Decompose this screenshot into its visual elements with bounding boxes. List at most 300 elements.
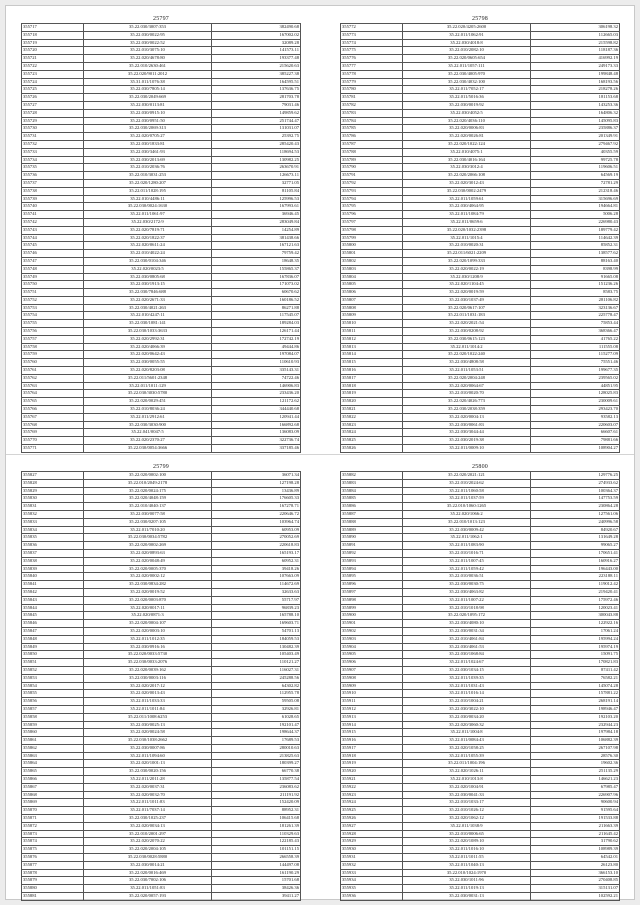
row-id-cell: 355901 [341,620,403,628]
cadastral-number-cell: 35.22.011/1004:8 [403,729,530,737]
row-id-cell: 355843 [22,596,84,604]
table-row [22,721,301,729]
cadastral-number-cell: 35.22.030/0916:16 [84,643,211,651]
value-cell: 381438.66 [211,234,300,242]
cadastral-number-cell: 35.22.020/0048:49 [84,557,211,565]
cadastral-number-cell: 35.22.030/0007:86 [84,744,211,752]
table-row [22,234,301,242]
cadastral-number-cell: 35.22.020/3012:43 [403,179,530,187]
table-row [341,312,620,320]
value-cell: 111555.08 [530,343,619,351]
table-row [341,359,620,367]
cadastral-number-cell: 35.22.010/4040:137 [84,503,211,511]
row-id-cell: 355935 [341,885,403,893]
row-id-cell: 355783 [341,109,403,117]
data-table [21,23,301,453]
cadastral-number-cell: 35.22.020/0002:100 [84,472,211,480]
cadastral-number-cell: 35.22.011/1062:91 [403,31,530,39]
value-cell: 223188.11 [530,573,619,581]
value-cell: 189284.03 [211,320,300,328]
row-id-cell: 355815 [341,359,403,367]
table-row [341,510,620,518]
row-id-cell: 355837 [22,549,84,557]
value-cell: 61028.65 [211,713,300,721]
value-cell: 385227.38 [211,70,300,78]
value-cell: 201349.91 [530,133,619,141]
cadastral-number-cell: 35.22.010/1013:123 [403,518,530,526]
row-id-cell: 355917 [341,744,403,752]
cadastral-number-cell: 35.22.030/0615:123 [403,335,530,343]
value-cell: 115277.09 [530,351,619,359]
value-cell: 218278.26 [530,86,619,94]
cadastral-number-cell: 35.22.030/2038:359 [403,406,530,414]
cadastral-number-cell: 35.22.030/7805:14 [84,86,211,94]
row-id-cell: 355865 [22,768,84,776]
value-cell: 266558.39 [211,854,300,862]
table-row [341,573,620,581]
table-row [341,596,620,604]
table-row [22,487,301,495]
value-cell: 176605.33 [211,495,300,503]
cadastral-number-cell: 35.22.011/7052:17 [403,86,530,94]
value-cell: 108989.39 [530,846,619,854]
row-id-cell: 355894 [341,565,403,573]
row-id-cell: 355885 [341,495,403,503]
table-row [341,495,620,503]
cadastral-number-cell: 35.22.020/1089:10 [403,838,530,846]
row-id-cell: 355745 [22,242,84,250]
value-cell: 127198.28 [211,479,300,487]
table-row [22,78,301,86]
row-id-cell: 355870 [22,807,84,815]
value-cell: 136083.09 [211,429,300,437]
table-row [341,39,620,47]
value-cell: 118694.53 [211,148,300,156]
cadastral-number-cell: 35.22.030/4052:5 [403,109,530,117]
row-id-cell: 355850 [22,651,84,659]
table-row [341,783,620,791]
cadastral-number-cell: 35.22.030/0207:105 [84,518,211,526]
table-row [22,472,301,480]
table-row [22,604,301,612]
value-cell: 67985.47 [530,783,619,791]
cadastral-number-cell: 35.22.030/1011:96 [403,877,530,885]
table-row [22,783,301,791]
table-row [22,666,301,674]
cadastral-number-cell: 35.22.020/0023:5 [84,265,211,273]
table-row [22,807,301,815]
table-row [341,351,620,359]
cadastral-number-cell: 35.22.020/0611:24 [84,242,211,250]
table-row [22,877,301,885]
row-id-cell: 355757 [22,335,84,343]
value-cell: 230009.61 [530,398,619,406]
table-row [22,830,301,838]
row-id-cell: 355851 [22,659,84,667]
cadastral-number-cell: 35.22.010/1026:12 [403,807,530,815]
row-id-cell: 355725 [22,86,84,94]
value-cell: 240996.58 [530,518,619,526]
table-row [341,885,620,893]
table-row [341,752,620,760]
value-cell: 285420.43 [211,140,300,148]
value-cell: 145095.83 [530,117,619,125]
cadastral-number-cell: 35.22.020/0026:81 [403,133,530,141]
cadastral-number-cell: 35.22.011/1016:14 [403,690,530,698]
row-id-cell: 355769 [22,429,84,437]
row-id-cell: 355871 [22,815,84,823]
row-id-cell: 355866 [22,776,84,784]
value-cell: 165193.17 [211,549,300,557]
cadastral-number-cell: 35.22.030/4061:53 [403,643,530,651]
cadastral-number-cell: 35.22.030/0019:92 [403,101,530,109]
cadastral-number-cell: 35.22.020/0039:162 [84,666,211,674]
table-row [22,62,301,70]
value-cell: 268191.14 [530,698,619,706]
cadastral-number-cell: 35.22.010/2024:62 [403,479,530,487]
value-cell: 170821.83 [530,659,619,667]
table-row [341,343,620,351]
value-cell: 263670.91 [211,164,300,172]
value-cell: 270408.85 [530,877,619,885]
table-row [341,281,620,289]
row-id-cell: 355755 [22,320,84,328]
value-cell: 28576.30 [530,752,619,760]
value-cell: 245288.56 [211,674,300,682]
table-row [341,62,620,70]
cadastral-number-cell: 35.22.010/0006:65 [403,830,530,838]
cadastral-number-cell: 35.22.030/3461:93 [84,148,211,156]
table-row [341,78,620,86]
table-row [22,218,301,226]
value-cell: 131649.28 [530,534,619,542]
cadastral-number-cell: 35.22.020/0032:70 [84,791,211,799]
table-row [341,729,620,737]
row-id-cell: 355724 [22,78,84,86]
row-id-cell: 355800 [341,242,403,250]
value-cell: 416992.19 [530,55,619,63]
value-cell: 79881.66 [530,437,619,445]
cadastral-number-cell: 35.22.011/2912:61 [84,413,211,421]
value-cell: 306198.32 [530,24,619,32]
table-row [341,643,620,651]
table-row [341,666,620,674]
table-row [22,445,301,453]
cadastral-number-cell: 35.22.011/1028:195 [84,187,211,195]
value-cell: 5006.28 [530,211,619,219]
row-id-cell: 355779 [341,78,403,86]
cadastral-number-cell: 35.22.011/1007:45 [403,557,530,565]
cadastral-number-cell: 35.22.020/4048:159 [84,495,211,503]
value-cell: 112665.03 [530,31,619,39]
cadastral-number-cell: 35.22.020/1099:333 [403,257,530,265]
row-id-cell: 355909 [341,682,403,690]
cadastral-number-cell: 35.22.011/1016:10 [403,846,530,854]
table-row [22,367,301,375]
cadastral-number-cell: 35.22.010/4075:1 [403,148,530,156]
value-cell: 66770.38 [211,768,300,776]
value-cell: 212318.46 [530,187,619,195]
value-cell: 138577.62 [530,250,619,258]
value-cell: 344440.68 [211,406,300,414]
value-cell: 230864.28 [530,503,619,511]
value-cell: 315131.07 [530,885,619,893]
value-cell: 130982.25 [211,156,300,164]
value-cell: 145074.28 [530,682,619,690]
table-row [341,815,620,823]
row-id-cell: 355722 [22,62,84,70]
cadastral-number-cell: 35.22.010/1016:71 [403,549,530,557]
value-cell: 72781.29 [530,179,619,187]
cadastral-number-cell: 35.22.011/1061:97 [84,211,211,219]
row-id-cell: 355881 [22,893,84,901]
table-row [341,713,620,721]
table-row [341,55,620,63]
value-cell: 267107.98 [530,744,619,752]
table-row [341,234,620,242]
row-id-cell: 355927 [341,822,403,830]
table-row [341,250,620,258]
value-cell: 147753.59 [530,495,619,503]
row-id-cell: 355912 [341,705,403,713]
table-row [22,557,301,565]
value-cell: 167278.71 [211,503,300,511]
value-cell: 106415.68 [211,815,300,823]
table-row [22,226,301,234]
row-id-cell: 355873 [22,830,84,838]
table-row [341,581,620,589]
table-row [22,893,301,901]
table-row [341,429,620,437]
value-cell: 128025.83 [530,390,619,398]
cadastral-number-cell: 35.22.020/0057:193 [84,893,211,901]
value-cell: 99065.27 [530,542,619,550]
row-id-cell: 355801 [341,250,403,258]
table-row [341,140,620,148]
row-id-cell: 355836 [22,542,84,550]
table-row [22,510,301,518]
cadastral-number-cell: 35.22.030/4016:164 [403,156,530,164]
value-cell: 32771.05 [211,179,300,187]
value-cell: 155865.37 [211,265,300,273]
table-row [22,351,301,359]
table-row [22,24,301,32]
row-id-cell: 355770 [22,437,84,445]
row-id-cell: 355785 [341,125,403,133]
table-row [22,729,301,737]
value-cell: 102592.21 [530,893,619,901]
cadastral-number-cell: 35.22.020/0017:11 [84,604,211,612]
table-row [22,172,301,180]
row-id-cell: 355780 [341,86,403,94]
table-row [22,187,301,195]
row-id-cell: 355845 [22,612,84,620]
table-row [22,390,301,398]
value-cell: 100364.37 [530,487,619,495]
cadastral-number-cell: 35.22.020/0705:27 [84,133,211,141]
table-row [341,721,620,729]
table-row [341,744,620,752]
row-id-cell: 355864 [22,760,84,768]
row-id-cell: 355747 [22,257,84,265]
row-id-cell: 355852 [22,666,84,674]
table-row [22,257,301,265]
table-row [22,242,301,250]
table-row [22,651,301,659]
cadastral-number-cell: 35.22.010/2049:2178 [84,479,211,487]
row-id-cell: 355731 [22,133,84,141]
document-page [5,5,635,900]
row-id-cell: 355835 [22,534,84,542]
table-row [22,312,301,320]
table-row [341,791,620,799]
table-row [341,101,620,109]
value-cell: 44851.95 [530,382,619,390]
table-row [341,328,620,336]
cadastral-number-cell: 35.22.020/2021:54 [403,320,530,328]
table-row [341,117,620,125]
value-cell: 75551.46 [530,359,619,367]
row-id-cell: 355875 [22,846,84,854]
value-cell: 164595.51 [211,78,300,86]
value-cell: 122185.43 [211,838,300,846]
value-cell: 125996.53 [211,195,300,203]
row-id-cell: 355859 [22,721,84,729]
row-id-cell: 355802 [341,257,403,265]
table-row [22,822,301,830]
row-id-cell: 355803 [341,265,403,273]
value-cell: 93582.13 [530,413,619,421]
row-id-cell: 355739 [22,195,84,203]
value-cell: 211663.39 [530,822,619,830]
row-id-cell: 355727 [22,101,84,109]
value-cell: 211191.92 [211,791,300,799]
cadastral-number-cell: 35.22.030/0009:42 [403,526,530,534]
table-row [22,86,301,94]
cadastral-number-cell: 35.22.030/4064:95 [403,203,530,211]
value-cell: 39411.27 [211,893,300,901]
value-cell: 32926.81 [211,705,300,713]
value-cell: 211645.42 [530,830,619,838]
row-id-cell: 355910 [341,690,403,698]
table-row [22,47,301,55]
cadastral-number-cell: 35.22.020/1022:240 [403,351,530,359]
cadastral-number-cell: 35.22.030/4021:263 [84,304,211,312]
value-cell: 220603.07 [530,421,619,429]
cadastral-number-cell: 35.22.011/1053:51 [403,367,530,375]
value-cell: 60670.62 [211,289,300,297]
cadastral-number-cell: 35.22.030/2013:69 [84,156,211,164]
value-cell: 195974.19 [530,643,619,651]
table-row [22,156,301,164]
row-id-cell: 355748 [22,265,84,273]
cadastral-number-cell: 35.22.011/0009:10 [403,445,530,453]
row-id-cell: 355733 [22,148,84,156]
table-row [22,674,301,682]
table-row [22,596,301,604]
table-panel-25798 [340,16,620,453]
cadastral-number-cell: 35.22.011/0659:6 [403,218,530,226]
table-row [22,335,301,343]
row-id-cell: 355744 [22,234,84,242]
value-cell: 137636.75 [211,86,300,94]
row-id-cell: 355732 [22,140,84,148]
table-row [22,503,301,511]
table-row [22,549,301,557]
value-cell: 31790.62 [530,838,619,846]
row-id-cell: 355807 [341,296,403,304]
row-id-cell: 355808 [341,304,403,312]
table-row [22,328,301,336]
row-id-cell: 355809 [341,312,403,320]
cadastral-number-cell: 35.22.030/1033:3633 [84,328,211,336]
row-id-cell: 355925 [341,807,403,815]
cadastral-number-cell: 35.22.030/0034:5782 [84,534,211,542]
table-row [341,195,620,203]
row-id-cell: 355778 [341,70,403,78]
table-row [341,877,620,885]
value-cell: 90600.94 [530,799,619,807]
table-row [22,705,301,713]
value-cell: 74722.46 [211,374,300,382]
row-id-cell: 355906 [341,659,403,667]
cadastral-number-cell: 35.22.020/0019:52 [84,588,211,596]
row-id-cell: 355846 [22,620,84,628]
row-id-cell: 355737 [22,179,84,187]
table-row [22,406,301,414]
table-row [22,437,301,445]
table-row [22,846,301,854]
cadastral-number-cell: 35.22.020/2370:27 [84,437,211,445]
cadastral-number-cell: 35.22.030/0031:13 [403,893,530,901]
value-cell: 107663.09 [211,573,300,581]
row-id-cell: 355822 [341,413,403,421]
cadastral-number-cell: 35.22.020/1026:11 [403,768,530,776]
value-cell: 41765.22 [530,335,619,343]
table-row [341,304,620,312]
row-id-cell: 355899 [341,604,403,612]
row-id-cell: 355891 [341,542,403,550]
value-cell: 108904.27 [530,445,619,453]
cadastral-number-cell: 35.22.030/7002:106 [84,877,211,885]
value-cell: 96839.23 [211,604,300,612]
table-row [22,374,301,382]
cadastral-number-cell: 35.22.020/0605:654 [403,55,530,63]
value-cell: 105403.49 [211,651,300,659]
cadastral-number-cell: 35.22.010/2630:461 [84,62,211,70]
row-id-cell: 355794 [341,195,403,203]
table-row [341,479,620,487]
table-row [22,479,301,487]
value-cell: 151236.26 [530,281,619,289]
cadastral-number-cell: 35.22.020/2671:33 [84,296,211,304]
table-row [22,265,301,273]
table-row [22,620,301,628]
row-id-cell: 355817 [341,374,403,382]
row-id-cell: 355820 [341,398,403,406]
table-row [341,542,620,550]
table-row [341,226,620,234]
table-row [341,518,620,526]
value-cell: 382490.68 [211,24,300,32]
value-cell: 146621.23 [530,776,619,784]
cadastral-number-cell: 35.22.020/0016:469 [84,869,211,877]
cadastral-number-cell: 35.22.011/7037:14 [84,807,211,815]
table-row [341,179,620,187]
value-cell: 64302.82 [211,682,300,690]
cadastral-number-cell: 35.31.011/1076:38 [84,78,211,86]
table-row [22,854,301,862]
